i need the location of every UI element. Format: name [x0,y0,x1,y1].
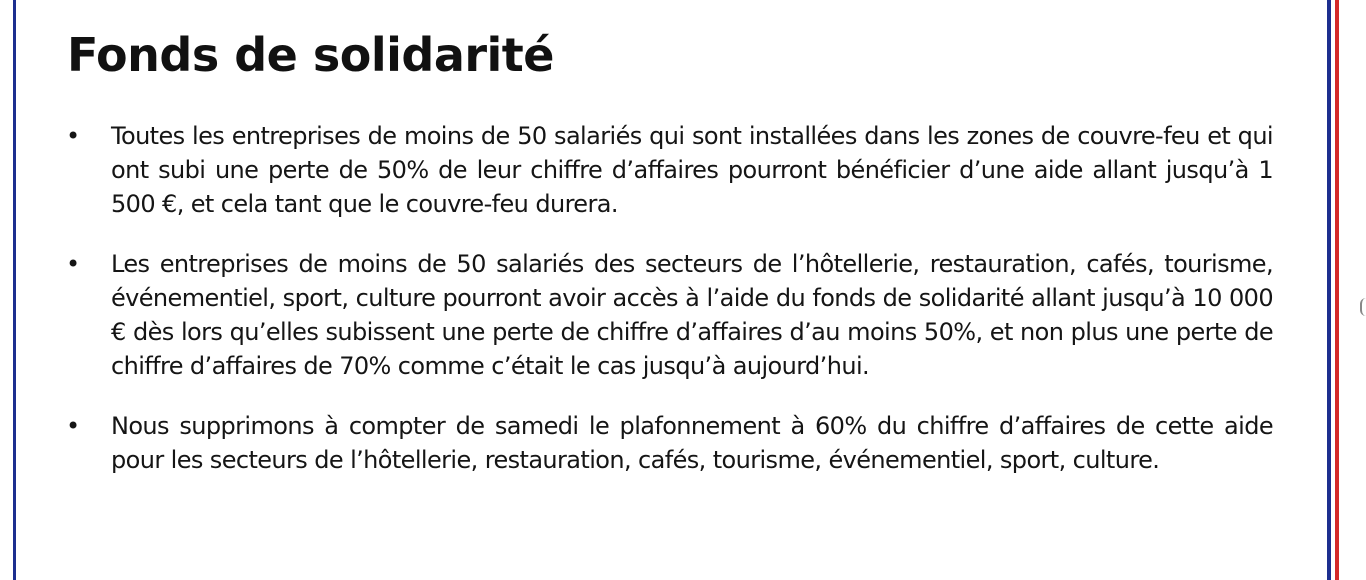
list-item [58,247,1273,383]
bullet-text: Les entreprises de moins de 50 salariés des secteurs de l’hôtellerie, restauration, cafés, tourisme, événementiel, sport, culture pourront avoir accès à l’aide du fonds de solidarité allant jusqu’à 10 000 € dès lors qu’elles subissent une perte de chiffre d’affaires d’au moins 50%, et non plus une perte de chiffre d’affaires de 70% comme c’était le cas jusqu’à aujourd’hui. [111,250,1273,380]
flag-stripe-red [1335,0,1339,580]
bullet-text: Nous supprimons à compter de samedi le plafonnement à 60% du chiffre d’affaires de cette aide pour les secteurs de l’hôtellerie, restauration, cafés, tourisme, événementiel, sport, culture. [111,412,1273,474]
frame-border-left [13,0,16,580]
list-item [58,409,1273,477]
bullet-text: Toutes les entreprises de moins de 50 salariés qui sont installées dans les zones de couvre-feu et qui ont subi une perte de 50% de leur chiffre d’affaires pourront bénéficier d’une aide allant jusqu’à 1 500 €, et cela tant que le couvre-feu durera. [111,122,1273,218]
bullet-marker: • [66,250,80,278]
bullet-list [58,119,1273,503]
edge-mark [1360,298,1366,316]
page-title: Fonds de solidarité [67,28,554,82]
bullet-marker: • [66,412,80,440]
list-item [58,119,1273,221]
bullet-marker: • [66,122,80,150]
